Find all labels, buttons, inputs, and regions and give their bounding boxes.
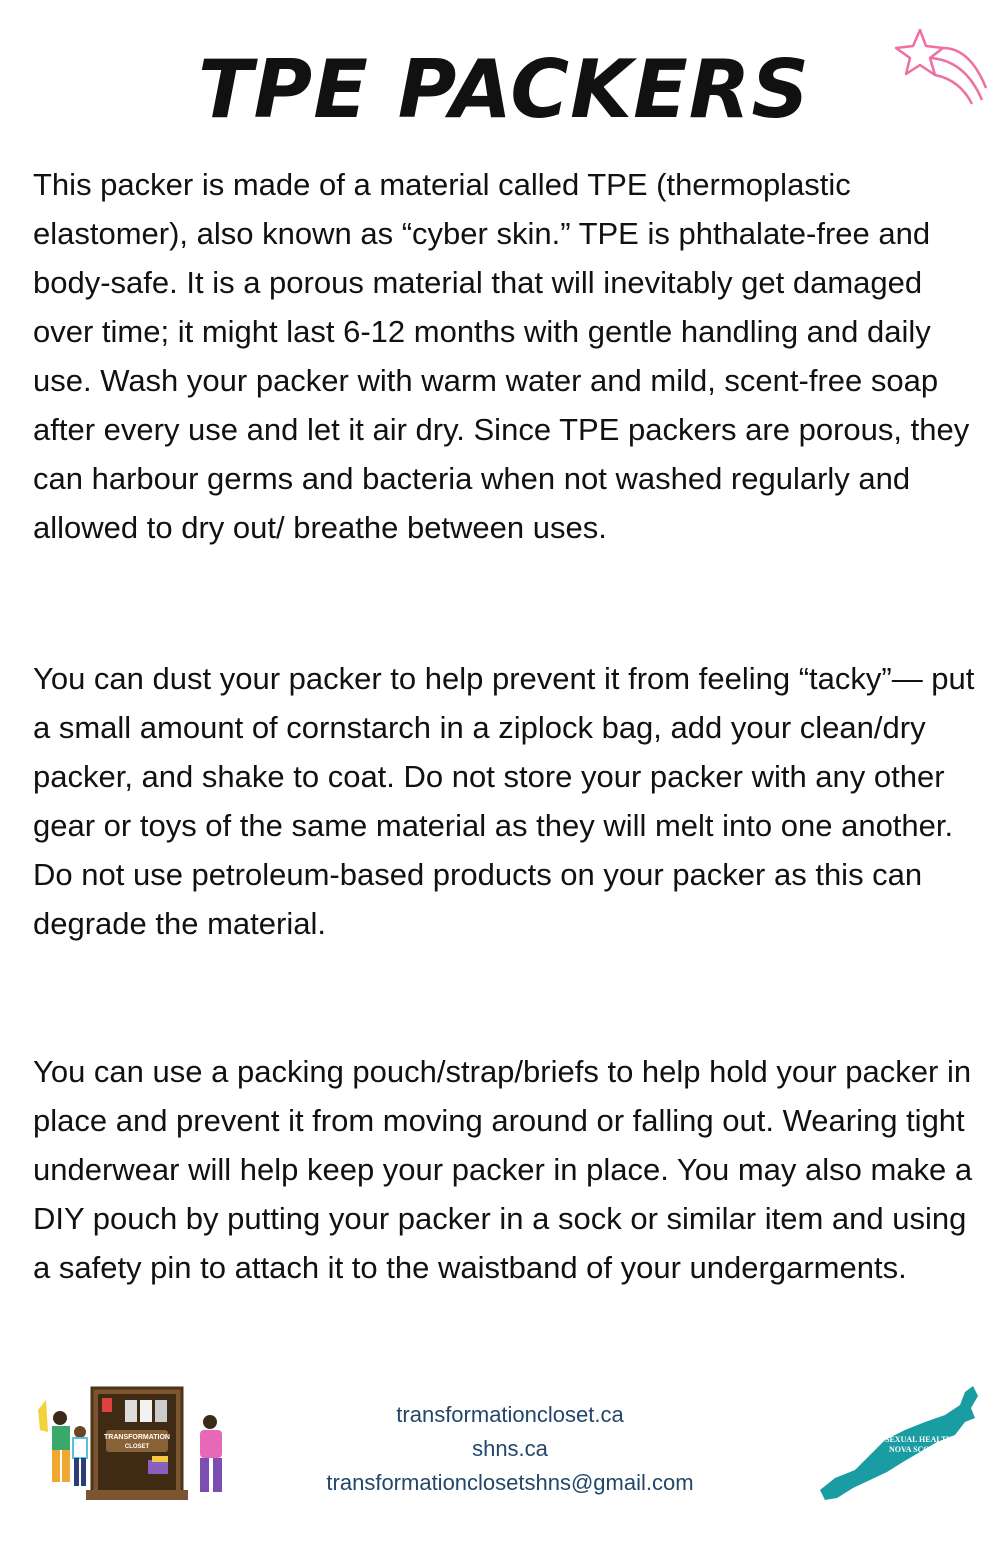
website-link[interactable]: transformationcloset.ca [396,1402,624,1427]
svg-text:CLOSET: CLOSET [124,1444,150,1450]
paragraph-material: This packer is made of a material called TPE (thermoplastic elastomer), also known as “cyber skin.” TPE is phthalate-free and body-safe. It is a porous material that will inevitably get damaged over time; it might last 6-12 months with gentle handling and daily use. Wash your packer with warm water and mild, scent-free soap after every use and let it air dry. Since TPE packers are porous, they can harbour germs and bacteria when not washed regularly and allowed to dry out/ breathe between uses. [33,167,970,545]
svg-text:TRANSFORMATION: TRANSFORMATION [104,1434,170,1441]
transformation-closet-logo [30,1380,240,1505]
shns-link[interactable]: shns.ca [472,1436,548,1461]
shooting-star-icon [890,18,990,108]
svg-text:NOVA SCOTIA: NOVA SCOTIA [889,1445,944,1454]
svg-text:SEXUAL HEALTH: SEXUAL HEALTH [885,1435,953,1444]
page-title: TPE PACKERS [197,43,810,136]
email-link[interactable]: transformationclosetshns@gmail.com [326,1470,694,1495]
footer-contact [250,1398,770,1500]
paragraph-dusting-storage: You can dust your packer to help prevent it from feeling “tacky”— put a small amount of cornstarch in a ziplock bag, add your clean/dry packer, and shake to coat. Do not store your packer with any other gear or toys of the same material as they will melt into one another. Do not use petroleum-based products on your packer as this can degrade the material. [33,661,975,941]
paragraph-pouch: You can use a packing pouch/strap/briefs to help hold your packer in place and prevent it from moving around or falling out. Wearing tight underwear will help keep your packer in place. You may also make a DIY pouch by putting your packer in a sock or similar item and using a safety pin to attach it to the waistband of your undergarments. [33,1054,973,1285]
nova-scotia-map-logo [815,1380,985,1505]
